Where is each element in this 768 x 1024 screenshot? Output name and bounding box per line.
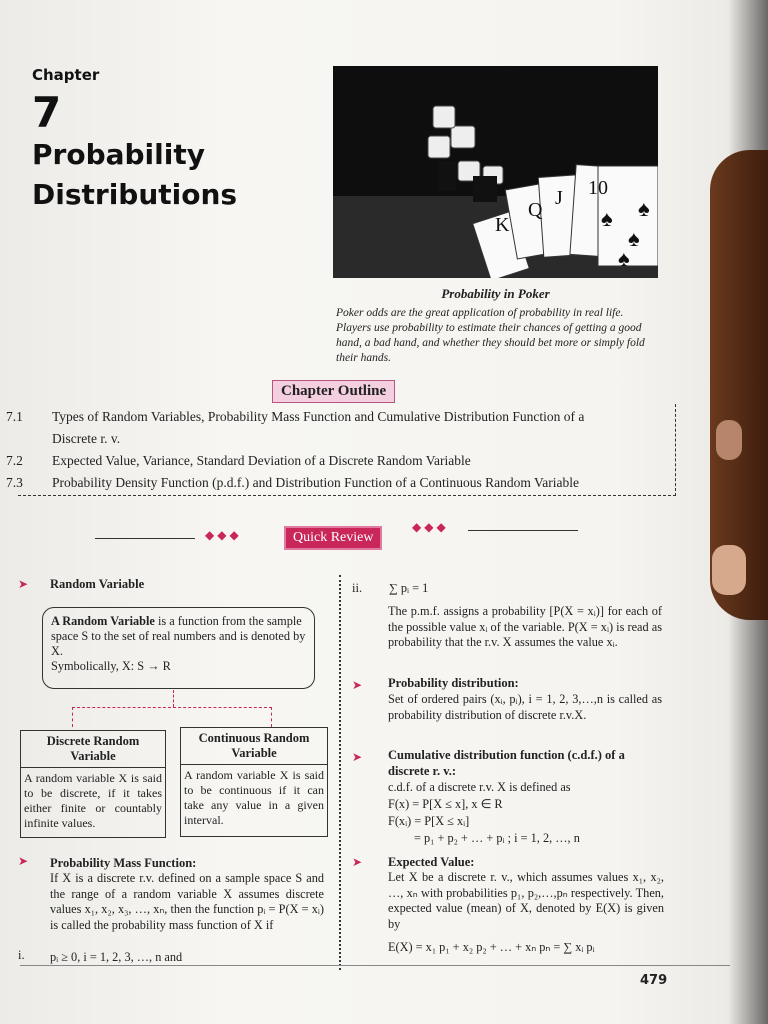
- poker-illustration: [333, 66, 658, 278]
- svg-text:♠: ♠: [601, 206, 613, 231]
- continuous-rv-box: [180, 727, 328, 837]
- cdf-line2: F(x) = P[X ≤ x], x ∈ R: [388, 797, 503, 811]
- outline-item: [0, 474, 680, 496]
- chapter-label: Chapter: [32, 66, 100, 84]
- outline-item-num: 7.1: [6, 409, 23, 424]
- tree-connector: [72, 707, 272, 708]
- outline-item: [0, 452, 680, 474]
- rv-symbolic: Symbolically, X: S → R: [51, 659, 171, 673]
- cdf-line4: = p₁ + p₂ + … + pᵢ ; i = 1, 2, …, n: [414, 831, 580, 845]
- tree-connector: [271, 707, 272, 727]
- outline-item: [0, 408, 680, 430]
- outline-item: [0, 430, 680, 452]
- pmf-condition-ii-num: ii.: [352, 581, 363, 595]
- outline-item-num: 7.3: [6, 475, 23, 490]
- arrow-bullet-icon: ➤: [352, 678, 363, 692]
- outline-item-num: 7.2: [6, 453, 23, 468]
- chapter-outline-list: [0, 408, 680, 496]
- tree-connector: [72, 707, 73, 727]
- svg-text:Q: Q: [528, 199, 543, 221]
- random-variable-definition: [42, 607, 315, 689]
- rv-def-bold: A Random Variable: [51, 614, 155, 628]
- pmf-condition-i: pᵢ ≥ 0, i = 1, 2, 3, …, n and: [50, 950, 183, 964]
- divider-right: [468, 530, 578, 531]
- discrete-rv-heading: Discrete Random Variable: [21, 731, 165, 768]
- outline-item-text: Types of Random Variables, Probability Mass Function and Cumulative Distribution Function of a: [52, 409, 585, 424]
- page-number: 479: [640, 973, 668, 988]
- arrow-bullet-icon: ➤: [352, 855, 363, 869]
- prob-distribution-heading: Probability distribution:: [388, 676, 519, 690]
- chapter-outline-title: Chapter Outline: [272, 380, 395, 403]
- divider-left: [95, 538, 195, 539]
- chapter-title-line1: Probability: [32, 138, 205, 171]
- expected-value-formula: E(X) = x₁ p₁ + x₂ p₂ + … + xₙ pₙ = ∑ xᵢ pᵢ: [388, 940, 595, 954]
- chapter-title: [32, 135, 237, 215]
- discrete-rv-box: [20, 730, 166, 838]
- chapter-number: 7: [32, 88, 62, 137]
- svg-text:♠: ♠: [618, 246, 630, 271]
- cdf-line3: F(xᵢ) = P[X ≤ xᵢ]: [388, 814, 470, 828]
- thumb-knuckle: [716, 420, 742, 460]
- pmf-condition-ii: ∑ pᵢ = 1: [389, 581, 429, 595]
- outline-item-text: Expected Value, Variance, Standard Deviation of a Discrete Random Variable: [52, 453, 471, 468]
- tree-connector: [173, 690, 174, 707]
- expected-value-heading: Expected Value:: [388, 855, 475, 869]
- cdf-heading: Cumulative distribution function (c.d.f.) of a discrete r. v.:: [388, 748, 625, 778]
- quick-review-title: Quick Review: [284, 526, 382, 550]
- prob-distribution-body: Set of ordered pairs (xᵢ, pᵢ), i = 1, 2, 3,…,n is called as probability distribution of discrete r.v.X.: [388, 692, 662, 722]
- rv-def-rest: is a function from the sample space S to the set of real numbers and is denoted by X.: [51, 614, 306, 658]
- arrow-bullet-icon: ➤: [352, 750, 363, 764]
- outline-item-text: Probability Density Function (p.d.f.) and Distribution Function of a Continuous Random Variable: [52, 475, 579, 490]
- photo-caption: Poker odds are the great application of probability in real life. Players use probability to estimate their chances of getting a good hand, a bad hand, and whether they should bet more or simply fold their hands.: [336, 307, 645, 364]
- svg-text:K: K: [495, 214, 510, 236]
- cdf-line1: c.d.f. of a discrete r.v. X is defined as: [388, 780, 571, 794]
- pmf-heading: Probability Mass Function:: [50, 856, 197, 870]
- diamond-icon: ◆◆◆: [412, 520, 449, 534]
- arrow-bullet-icon: ➤: [18, 577, 29, 591]
- arrow-bullet-icon: ➤: [18, 854, 29, 868]
- random-variable-heading: Random Variable: [50, 577, 145, 591]
- svg-text:♠: ♠: [638, 196, 650, 221]
- svg-text:J: J: [555, 187, 563, 209]
- outline-item-text: Discrete r. v.: [52, 431, 121, 446]
- pmf-condition-i-num: i.: [18, 948, 25, 962]
- pmf-body: If X is a discrete r.v. defined on a sample space S and the range of a random variable X assumes discrete values x₁, x₂, x₃, …, xₙ, then the function pᵢ = P(X = xᵢ) is called the probability mass function of X if: [50, 871, 324, 932]
- svg-text:♠: ♠: [628, 226, 640, 251]
- discrete-rv-text: A random variable X is said to be discrete, if it takes either finite or countably infinite values.: [24, 771, 162, 830]
- continuous-rv-text: A random variable X is said to be continuous if it can take any value in a given interval.: [184, 768, 324, 827]
- expected-value-body: Let X be a discrete r. v., which assumes values x₁, x₂, …, xₙ with probabilities p₁, p₂,…,pₙ respectively. Then, expected value (mean) of X, denoted by E(X) is given by: [388, 870, 664, 931]
- svg-text:10: 10: [588, 177, 608, 199]
- poker-photo: [333, 66, 658, 278]
- chapter-title-line2: Distributions: [32, 178, 238, 211]
- outline-border-bottom: [18, 495, 676, 496]
- photo-caption-title: Probability in Poker: [441, 286, 550, 301]
- thumb-nail: [712, 545, 746, 595]
- continuous-rv-heading: Continuous Random Variable: [181, 728, 327, 765]
- diamond-icon: ◆◆◆: [205, 528, 242, 542]
- pmf-assign-text: The p.m.f. assigns a probability [P(X = xᵢ)] for each of the possible value xᵢ of the variable. P(X = xᵢ) is read as probability that the r.v. X assumes the value xᵢ.: [388, 604, 662, 649]
- footer-rule: [20, 965, 730, 966]
- column-divider: [339, 575, 341, 970]
